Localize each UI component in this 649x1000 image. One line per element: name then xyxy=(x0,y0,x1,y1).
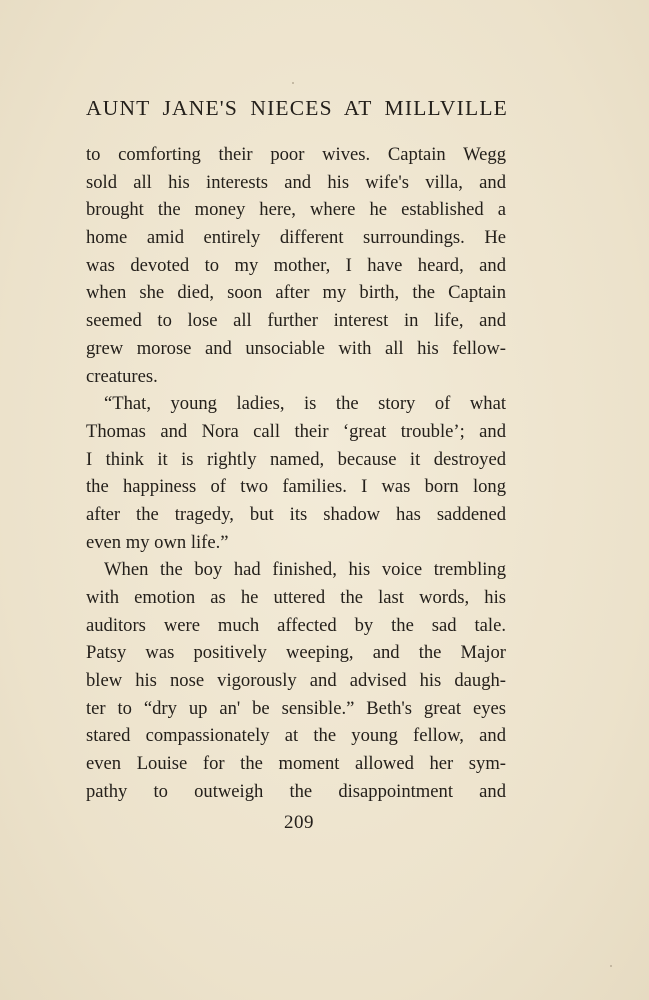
body-text xyxy=(86,141,506,806)
text-line: after the tragedy, but its shadow has saddened xyxy=(86,503,506,525)
text-line: Patsy was positively weeping, and the Major xyxy=(86,642,506,664)
text-line: “That, young ladies, is the story of what xyxy=(104,393,506,415)
text-line: stared compassionately at the young fellow, and xyxy=(86,725,506,747)
text-line: when she died, soon after my birth, the Captain xyxy=(86,282,506,304)
paragraph xyxy=(86,141,506,390)
text-line: even my own life.” xyxy=(86,531,229,553)
text-line: ter to “dry up an' be sensible.” Beth's great eyes xyxy=(86,697,506,719)
text-line: creatures. xyxy=(86,365,158,387)
text-line: with emotion as he uttered the last words, his xyxy=(86,587,506,608)
paper-speck xyxy=(292,82,294,84)
text-line: home amid entirely different surroundings. He xyxy=(86,227,506,249)
page-number: 209 xyxy=(284,812,314,833)
text-line: I think it is rightly named, because it destroyed xyxy=(86,448,506,470)
text-line: was devoted to my mother, I have heard, and xyxy=(86,254,506,276)
text-line: auditors were much affected by the sad tale. xyxy=(86,614,506,636)
text-line: sold all his interests and his wife's villa, and xyxy=(86,171,506,193)
text-line: to comforting their poor wives. Captain Wegg xyxy=(86,144,506,165)
paragraph xyxy=(86,390,506,556)
text-line: even Louise for the moment allowed her sym- xyxy=(86,753,506,775)
text-line: When the boy had finished, his voice trembling xyxy=(104,559,506,581)
text-line: pathy to outweigh the disappointment and xyxy=(86,780,506,802)
text-line: grew morose and unsociable with all his fellow- xyxy=(86,337,506,359)
text-line: seemed to lose all further interest in life, and xyxy=(86,310,506,332)
paper-speck xyxy=(610,965,612,967)
running-head: AUNT JANE'S NIECES AT MILLVILLE xyxy=(86,96,508,120)
text-line: brought the money here, where he established a xyxy=(86,199,506,221)
text-line: blew his nose vigorously and advised his daugh- xyxy=(86,670,506,692)
paragraph xyxy=(86,556,506,805)
text-line: the happiness of two families. I was born long xyxy=(86,476,506,498)
text-line: Thomas and Nora call their ‘great trouble’; and xyxy=(86,420,506,442)
